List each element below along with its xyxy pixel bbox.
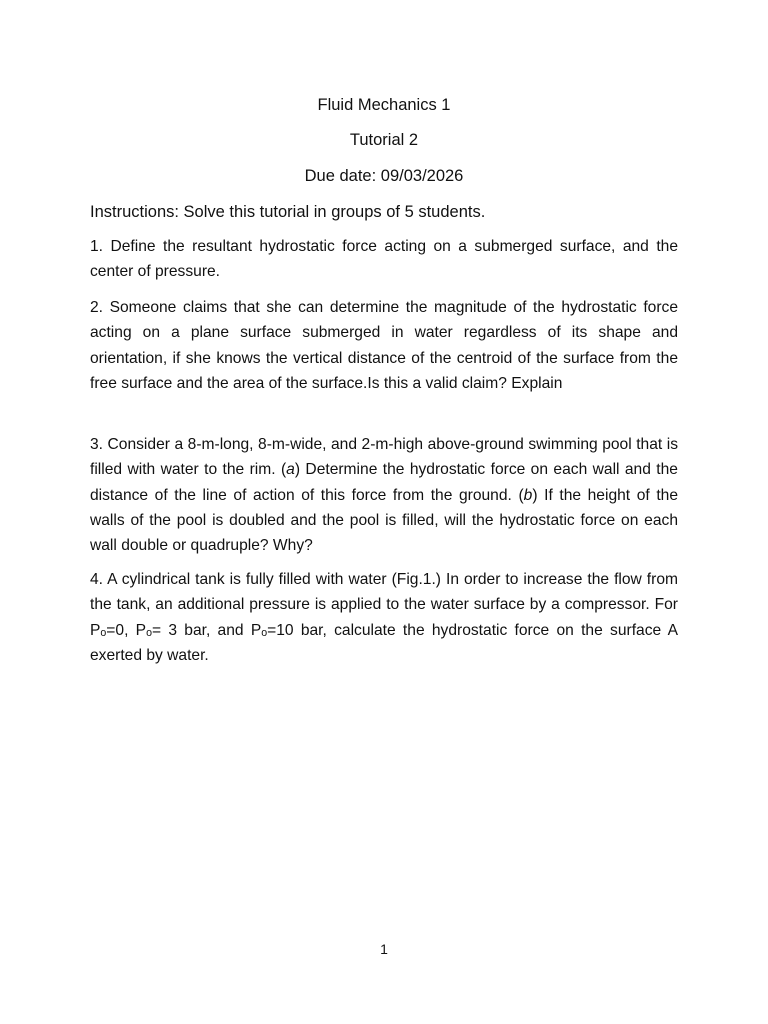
question-1: 1. Define the resultant hydrostatic force acting on a submerged surface, and the center of pressure. bbox=[90, 238, 678, 281]
part-b-label: b bbox=[523, 486, 533, 504]
question-3 bbox=[90, 432, 678, 558]
page-number: 1 bbox=[380, 941, 388, 957]
document-title: Fluid Mechanics 1 bbox=[317, 96, 451, 114]
document-subtitle: Tutorial 2 bbox=[349, 131, 419, 149]
instructions: Instructions: Solve this tutorial in groups of 5 students. bbox=[90, 203, 486, 221]
part-a-label: a bbox=[286, 461, 295, 479]
due-date: Due date: 09/03/2026 bbox=[304, 167, 464, 185]
question-3-middle: ) Determine the hydrostatic force on each wall and the distance of the line of action of this force from the ground. ( bbox=[90, 461, 678, 504]
question-3-intro: 3. Consider a 8-m-long, 8-m-wide, and 2-m-high above-ground swimming pool that is filled with water to the rim. ( bbox=[90, 436, 678, 479]
question-3-end: ) If the height of the walls of the pool is doubled and the pool is filled, will the hydrostatic force on each wall double or quadruple? Why? bbox=[90, 486, 678, 555]
question-2: 2. Someone claims that she can determine the magnitude of the hydrostatic force acting on a plane surface submerged in water regardless of its shape and orientation, if she knows the vertical distance of the centroid of the surface from the free surface and the area of the surface.Is this a valid claim? Explain bbox=[90, 299, 678, 392]
question-4: 4. A cylindrical tank is fully filled with water (Fig.1.) In order to increase the flow from the tank, an additional pressure is applied to the water surface by a compressor. For Pₒ=0, Pₒ= 3 bar, and Pₒ=10 bar, calculate the hydrostatic force on the surface A exerted by water. bbox=[90, 571, 678, 664]
